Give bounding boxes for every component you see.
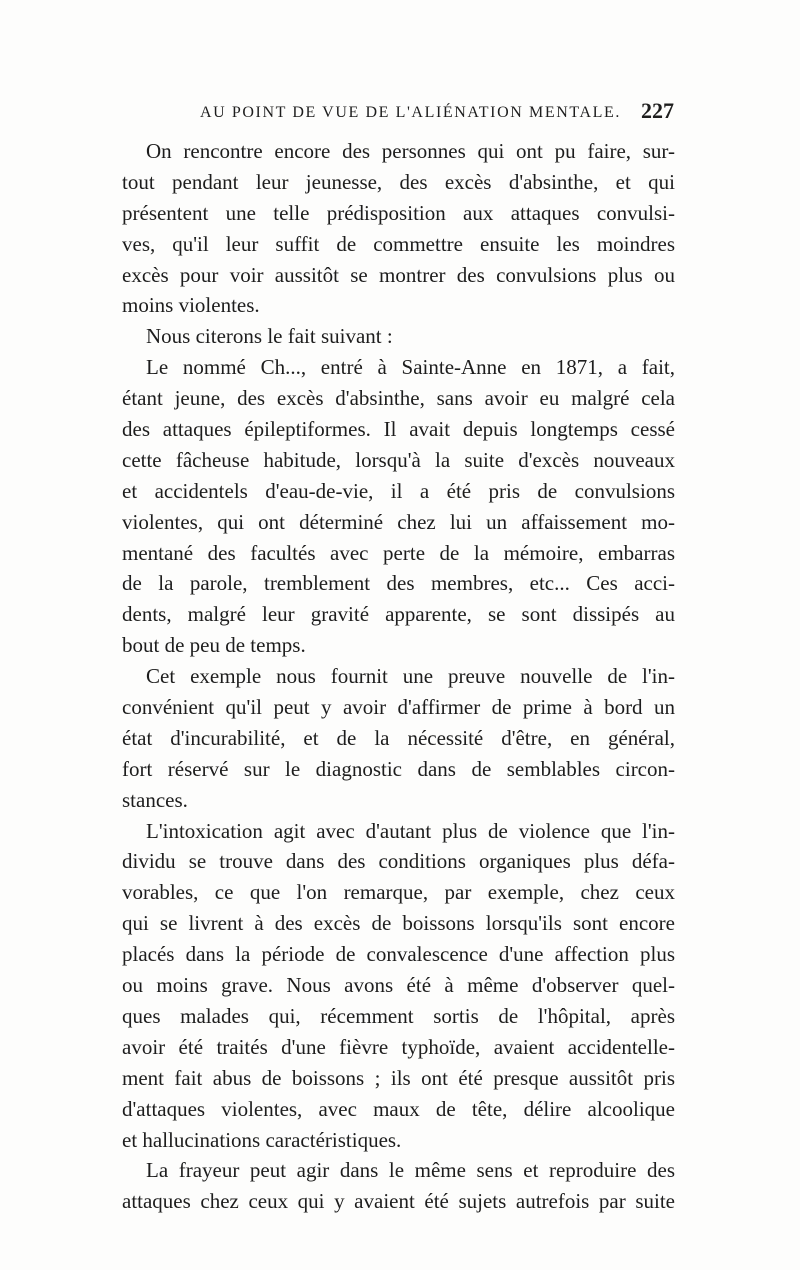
text-line: On rencontre encore des personnes qui ont pu faire, sur-	[146, 139, 675, 163]
text-line: bout de peu de temps.	[122, 633, 306, 658]
text-line: des attaques épileptiformes. Il avait depuis longtemps cessé	[122, 417, 675, 442]
text-line: excès pour voir aussitôt se montrer des convulsions plus ou	[122, 262, 675, 287]
paragraph	[122, 136, 675, 321]
text-line: présentent une telle prédisposition aux attaques convulsi-	[122, 200, 675, 225]
text-line: Nous citerons le fait suivant :	[146, 324, 393, 349]
text-line: de la parole, tremblement des membres, etc... Ces acci-	[122, 571, 675, 596]
text-line: ment fait abus de boissons ; ils ont été presque aussitôt pris	[122, 1065, 675, 1090]
text-line: stances.	[122, 787, 188, 812]
text-line: ves, qu'il leur suffit de commettre ensuite les moindres	[122, 231, 675, 256]
text-line: avoir été traités d'une fièvre typhoïde, avaient accidentelle-	[122, 1034, 675, 1059]
text-line: Cet exemple nous fournit une preuve nouvelle de l'in-	[146, 664, 675, 689]
text-line: placés dans la période de convalescence d'une affection plus	[122, 942, 675, 967]
text-line: étant jeune, des excès d'absinthe, sans avoir eu malgré cela	[122, 386, 675, 411]
text-line: attaques chez ceux qui y avaient été sujets autrefois par suite	[122, 1189, 675, 1214]
text-line: moins violentes.	[122, 293, 260, 318]
text-line: état d'incurabilité, et de la nécessité d'être, en général,	[122, 725, 675, 750]
text-line: ou moins grave. Nous avons été à même d'observer quel-	[122, 973, 675, 998]
text-line: fort réservé sur le diagnostic dans de semblables circon-	[122, 756, 675, 781]
text-line: mentané des facultés avec perte de la mémoire, embarras	[122, 540, 675, 565]
paragraph	[122, 816, 675, 1156]
text-line: vorables, ce que l'on remarque, par exemple, chez ceux	[122, 880, 675, 905]
text-line: et hallucinations caractéristiques.	[122, 1127, 402, 1152]
text-line: La frayeur peut agir dans le même sens et reproduire des	[146, 1158, 675, 1183]
text-line: dividu se trouve dans des conditions organiques plus défa-	[122, 849, 675, 874]
body-text	[122, 136, 675, 1217]
text-line: violentes, qui ont déterminé chez lui un affaissement mo-	[122, 509, 675, 534]
running-head: AU POINT DE VUE DE L'ALIÉNATION MENTALE.	[200, 104, 621, 121]
text-line: convénient qu'il peut y avoir d'affirmer de prime à bord un	[122, 695, 675, 720]
text-line: tout pendant leur jeunesse, des excès d'absinthe, et qui	[122, 169, 675, 194]
text-line: qui se livrent à des excès de boissons lorsqu'ils sont encore	[122, 911, 675, 936]
paragraph	[122, 321, 675, 352]
text-line: cette fâcheuse habitude, lorsqu'à la suite d'excès nouveaux	[122, 447, 675, 472]
page-number: 227	[641, 98, 674, 123]
text-line: et accidentels d'eau-de-vie, il a été pris de convulsions	[122, 478, 675, 503]
paragraph	[122, 352, 675, 661]
text-line: L'intoxication agit avec d'autant plus de violence que l'in-	[146, 818, 675, 843]
paragraph	[122, 1155, 675, 1217]
text-line: dents, malgré leur gravité apparente, se sont dissipés au	[122, 602, 675, 627]
text-line: Le nommé Ch..., entré à Sainte-Anne en 1871, a fait,	[146, 355, 675, 380]
paragraph	[122, 661, 675, 815]
text-line: ques malades qui, récemment sortis de l'hôpital, après	[122, 1003, 675, 1028]
text-line: d'attaques violentes, avec maux de tête, délire alcoolique	[122, 1096, 675, 1121]
page-header	[120, 98, 678, 134]
